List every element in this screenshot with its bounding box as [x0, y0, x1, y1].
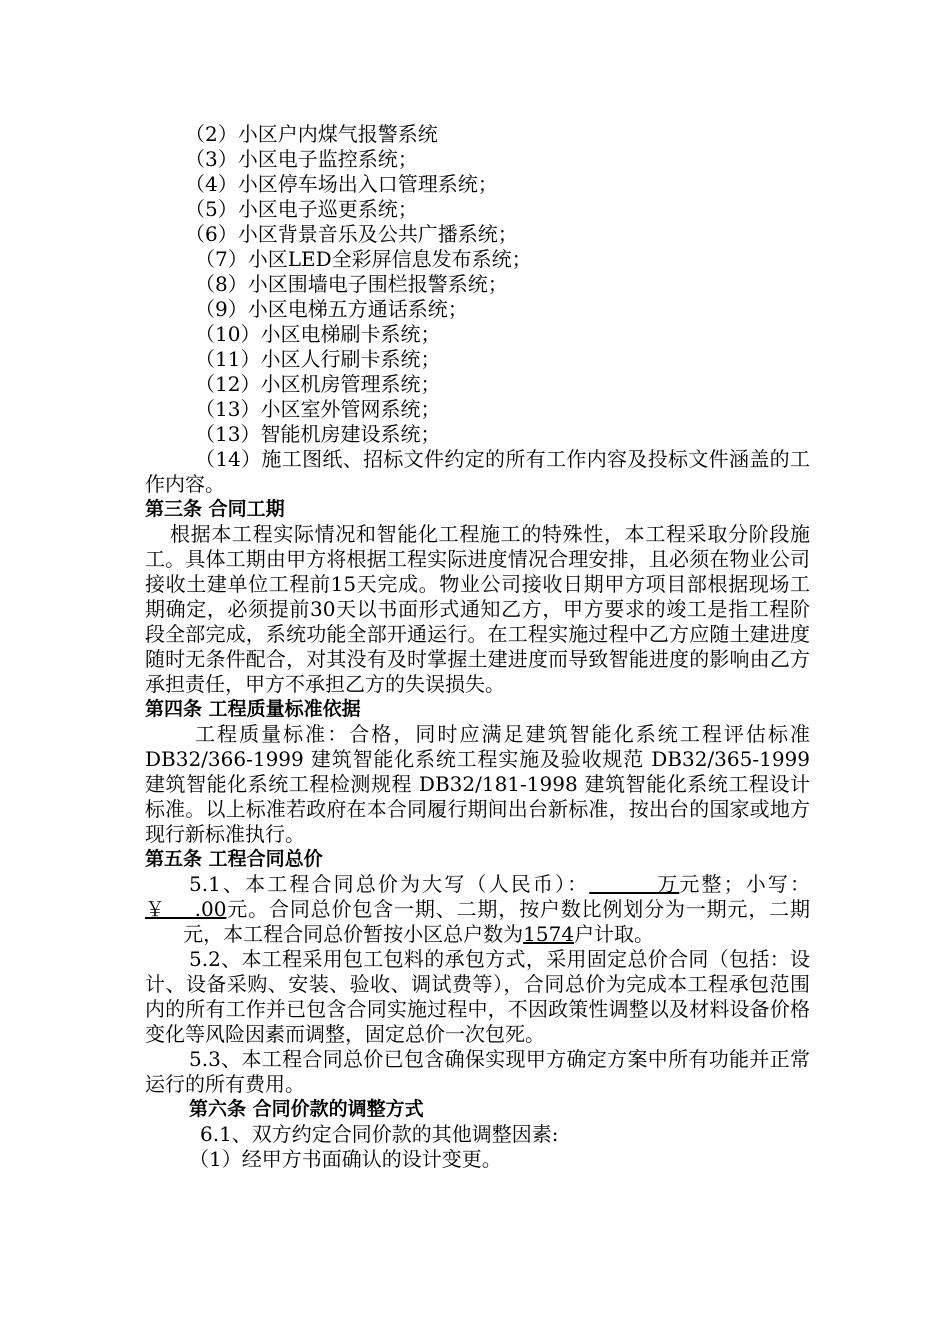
section-paragraph: 5.3、本工程合同总价已包含确保实现甲方确定方案中所有功能并正常运行的所有费用。 — [145, 1047, 810, 1096]
amount-blank-words: 万 — [589, 872, 680, 896]
contract-text: 5.1、本工程合同总价为大写（人民币）： — [189, 872, 590, 896]
list-item: （13）智能机房建设系统； — [195, 422, 441, 446]
list-item: （13）小区室外管网系统； — [195, 397, 441, 421]
section-paragraph: 6.1、双方约定合同价款的其他调整因素: — [200, 1122, 559, 1146]
list-item: （3）小区电子监控系统； — [185, 147, 418, 171]
contract-text: 户计取。 — [574, 922, 655, 946]
list-item: （2）小区户内煤气报警系统 — [185, 122, 438, 146]
list-item: （10）小区电梯刷卡系统； — [195, 322, 441, 346]
section-paragraph: 工程质量标准：合格，同时应满足建筑智能化系统工程评估标准 DB32/366-1999 建筑智能化系统工程实施及验收规范 DB32/365-1999 建筑智能化系统工程检测规程 DB32/181-1998 建筑智能化系统工程设计标准。以上标准若政府在本合同履行期间出台新标准，按出台的国家或地方现行新标准执行。 — [145, 722, 810, 846]
list-item: （12）小区机房管理系统； — [195, 372, 441, 396]
section-heading: 第三条 合同工期 — [145, 498, 285, 520]
list-item: （4）小区停车场出入口管理系统； — [185, 172, 498, 196]
list-item: （11）小区人行刷卡系统； — [195, 347, 441, 371]
list-item: （8）小区围墙电子围栏报警系统； — [195, 272, 508, 296]
section-paragraph: 5.2、本工程采用包工包料的承包方式，采用固定总价合同（包括：设计、设备采购、安装、验收、调试费等），合同总价为完成本工程承包范围内的所有工作并已包含合同实施过程中，不因政策性调整以及材料设备价格变化等风险因素而调整，固定总价一次包死。 — [145, 947, 810, 1046]
contract-text: 元，本工程合同总价暂按小区总户数为 — [145, 922, 524, 946]
list-item: （6）小区背景音乐及公共广播系统； — [185, 222, 518, 246]
list-item: （5）小区电子巡更系统； — [185, 197, 418, 221]
list-item: （14）施工图纸、招标文件约定的所有工作内容及投标文件涵盖的工作内容。 — [145, 447, 810, 496]
section-heading: 第五条 工程合同总价 — [145, 848, 323, 870]
section-paragraph: （1）经甲方书面确认的设计变更。 — [189, 1147, 502, 1171]
list-item: （9）小区电梯五方通话系统； — [195, 297, 468, 321]
section-paragraph — [145, 872, 810, 947]
contract-text: 元整；小写： — [679, 872, 811, 896]
section-heading: 第四条 工程质量标准依据 — [145, 698, 361, 720]
household-count: 1574 — [523, 922, 575, 946]
list-item: （7）小区LED全彩屏信息发布系统； — [195, 247, 532, 271]
amount-blank-figure: ￥ .00 — [145, 897, 227, 921]
section-heading: 第六条 合同价款的调整方式 — [189, 1098, 424, 1120]
contract-text: 元。合同总价包含一期、二期，按户数比例划分为一期元，二期 — [226, 897, 810, 921]
document-body — [145, 122, 810, 1172]
section-paragraph: 根据本工程实际情况和智能化工程施工的特殊性，本工程采取分阶段施工。具体工期由甲方将根据工程实际进度情况合理安排，且必须在物业公司接收土建单位工程前15天完成。物业公司接收日期甲方项目部根据现场工期确定，必须提前30天以书面形式通知乙方，甲方要求的竣工是指工程阶段全部完成，系统功能全部开通运行。在工程实施过程中乙方应随土建进度随时无条件配合，对其没有及时掌握土建进度而导致智能进度的影响由乙方承担责任，甲方不承担乙方的失误损失。 — [145, 522, 810, 696]
